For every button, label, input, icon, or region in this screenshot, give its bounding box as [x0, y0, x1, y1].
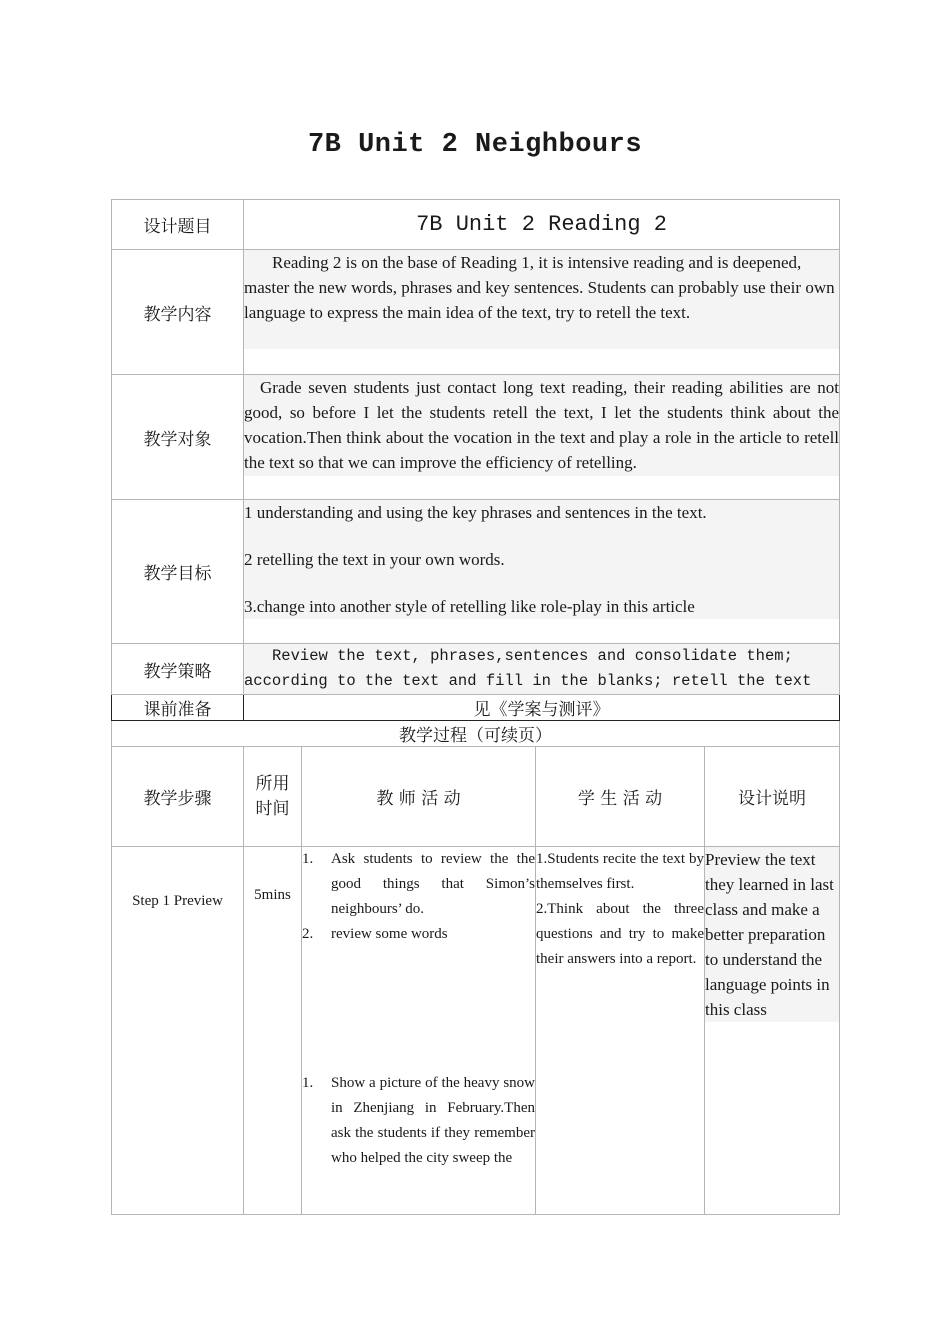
goals-row — [112, 500, 840, 644]
teacher-activity-list — [302, 847, 535, 947]
topic-value: 7B Unit 2 Reading 2 — [244, 200, 840, 250]
goal-item: 3.change into another style of retelling like role-play in this article — [244, 597, 695, 616]
process-heading-row — [112, 721, 840, 747]
header-step: 教学步骤 — [112, 747, 244, 847]
prep-value: 见《学案与测评》 — [244, 695, 840, 721]
content-label: 教学内容 — [112, 250, 244, 375]
teacher-activity-list-2 — [302, 1071, 535, 1171]
topic-label: 设计题目 — [112, 200, 244, 250]
strategy-label: 教学策略 — [112, 644, 244, 695]
student-activity-item: 1.Students recite the text by themselves first. — [536, 851, 704, 892]
design-note: Preview the text they learned in last class and make a better preparation to understand the language points in this class — [705, 847, 839, 1022]
audience-label: 教学对象 — [112, 375, 244, 500]
content-row — [112, 250, 840, 375]
prep-row — [112, 695, 840, 721]
student-activity-item: 2.Think about the three questions and try to make their answers into a report. — [536, 901, 704, 967]
audience-text: Grade seven students just contact long text reading, their reading abilities are not good, so before I let the students retell the text, I let the students think about the vocation.Then think about the vocation in the text and play a role in the article to retell the text so that we can improve the efficiency of retelling. — [244, 375, 839, 476]
process-header-row — [112, 747, 840, 847]
goals-label: 教学目标 — [112, 500, 244, 644]
topic-row — [112, 200, 840, 250]
goal-item: 2 retelling the text in your own words. — [244, 550, 505, 569]
teacher-activity-item: 1. Ask students to review the the good things that Simon’s neighbours’ do. — [302, 851, 535, 917]
audience-row — [112, 375, 840, 500]
header-design: 设计说明 — [705, 747, 840, 847]
strategy-row — [112, 644, 840, 695]
step1-row — [112, 847, 840, 1215]
header-time: 所用时间 — [244, 747, 302, 847]
goal-item: 1 understanding and using the key phrases and sentences in the text. — [244, 503, 707, 522]
header-student: 学 生 活 动 — [536, 747, 705, 847]
step1-name: Step 1 Preview — [112, 847, 244, 1215]
header-teacher: 教 师 活 动 — [302, 747, 536, 847]
teacher-activity-item: 1. Show a picture of the heavy snow in Zhenjiang in February.Then ask the students if they remember who helped the city sweep the — [302, 1075, 535, 1166]
step1-time: 5mins — [244, 847, 302, 1215]
lesson-plan-table — [111, 199, 840, 1215]
process-heading: 教学过程（可续页） — [112, 721, 840, 747]
document-title: 7B Unit 2 Neighbours — [307, 130, 643, 160]
strategy-text: Review the text, phrases,sentences and consolidate them; according to the text and fill in the blanks; retell the text — [244, 644, 840, 695]
prep-label: 课前准备 — [112, 695, 244, 721]
teacher-activity-item: 2. review some words — [302, 926, 448, 942]
content-text: Reading 2 is on the base of Reading 1, it is intensive reading and is deepened, master the new words, phrases and key sentences. Students can probably use their own language to express the main idea of the text, try to retell the text. — [244, 250, 839, 349]
